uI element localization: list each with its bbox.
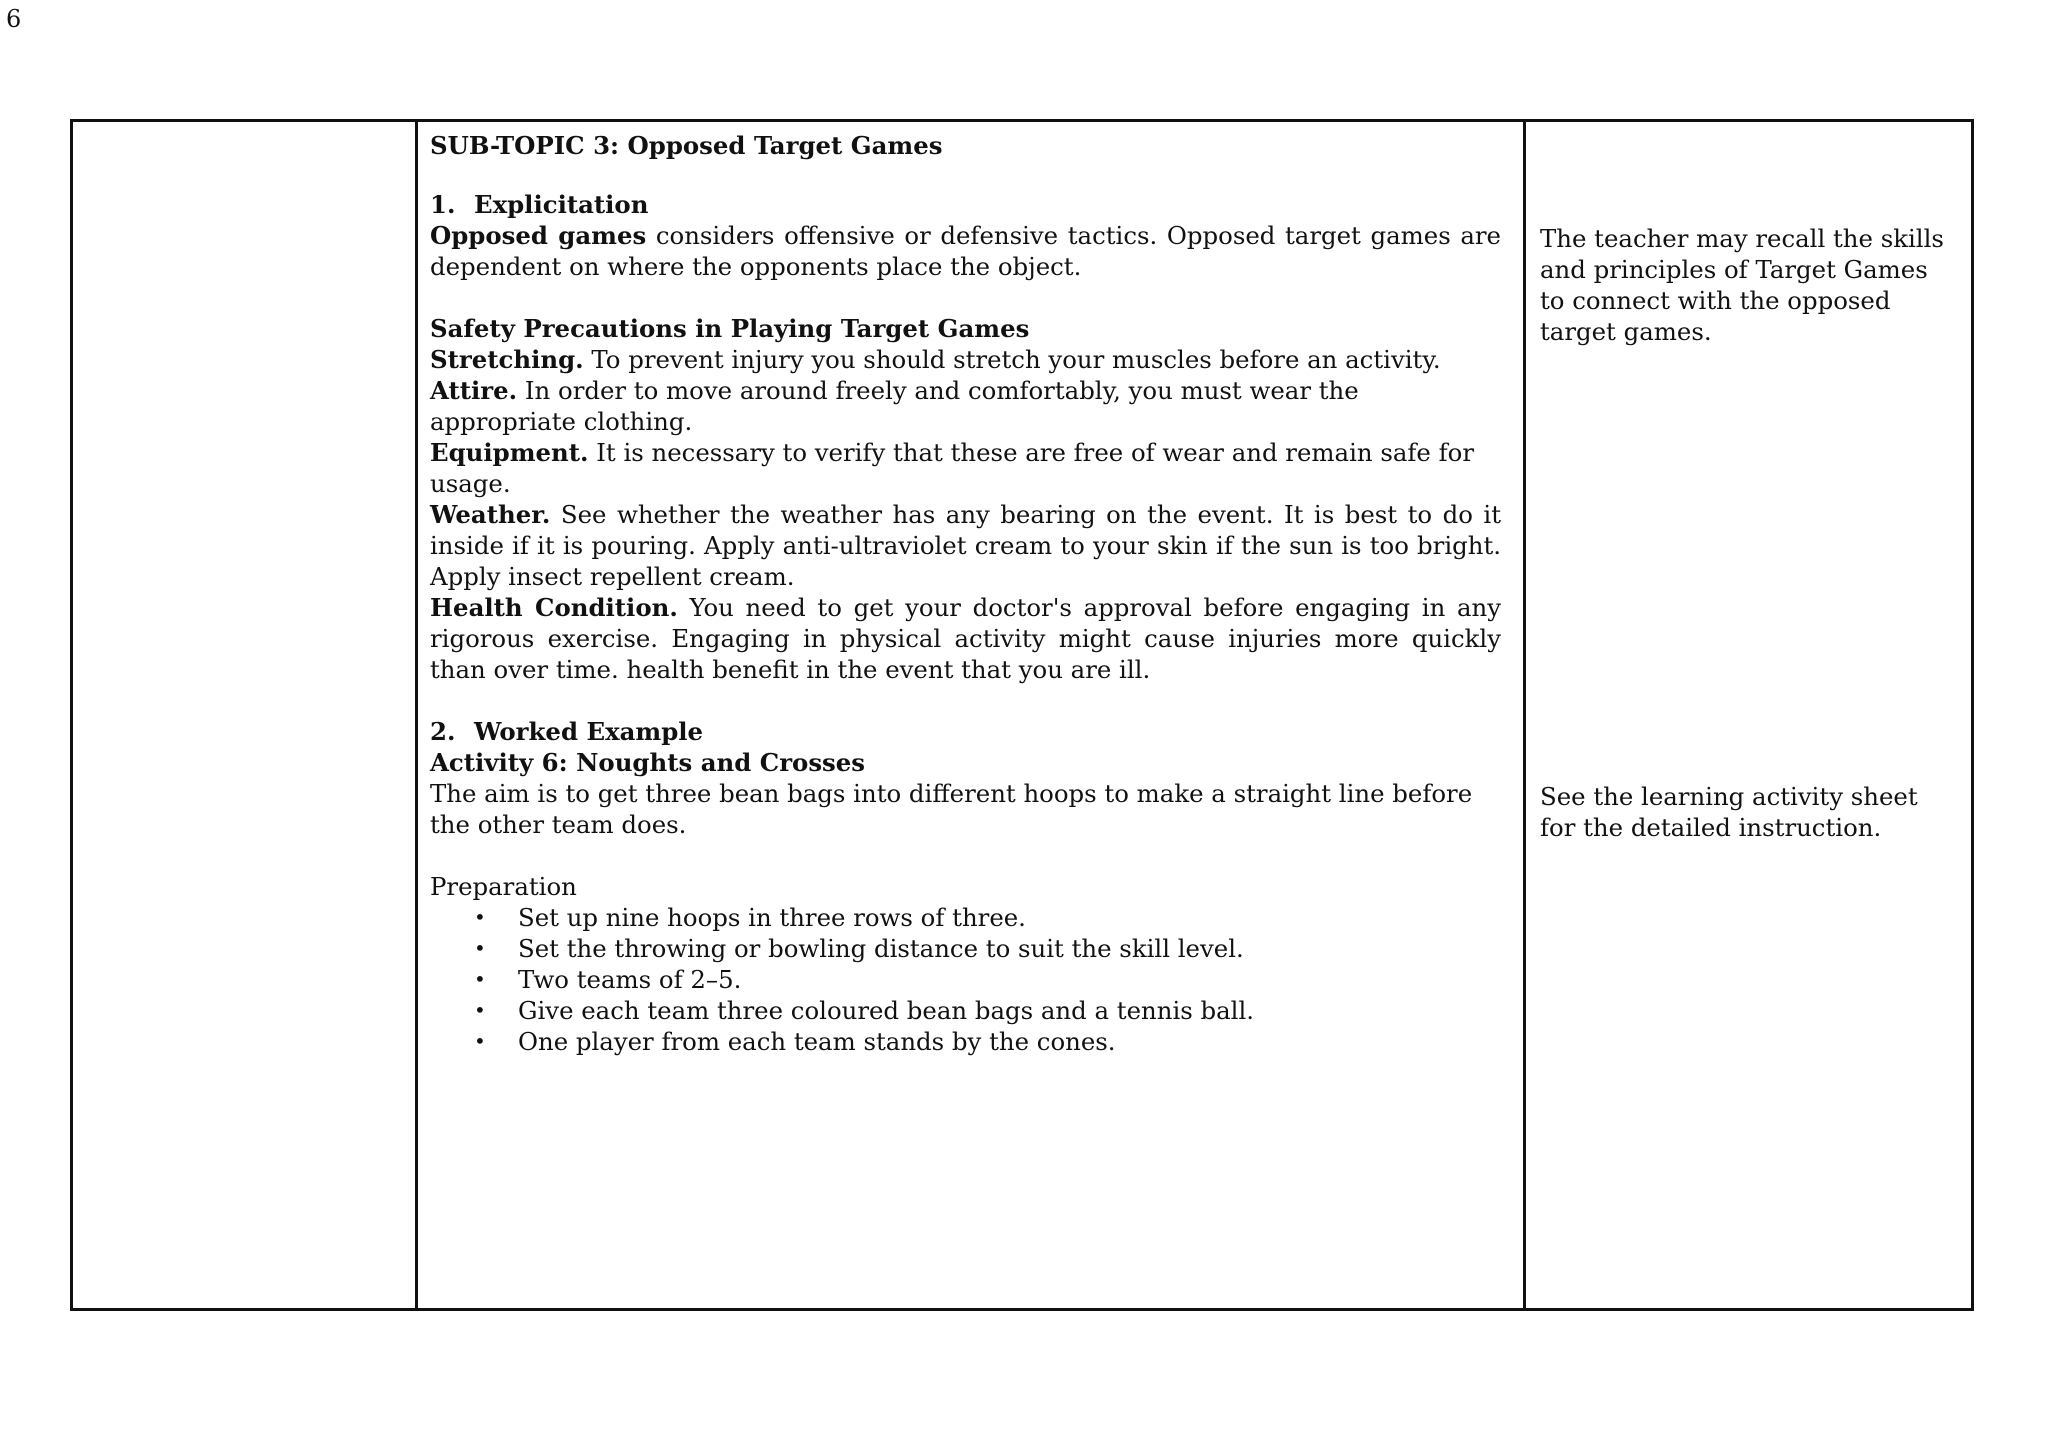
bullet-icon: • bbox=[474, 905, 486, 929]
preparation-list bbox=[430, 902, 1501, 1057]
activity-aim: The aim is to get three bean bags into different hoops to make a straight line before the other team does. bbox=[430, 779, 1473, 839]
worked-example-label: Worked Example bbox=[474, 717, 704, 746]
list-item-text: Two teams of 2–5. bbox=[518, 965, 742, 994]
opposed-games-text: considers offensive or defensive tactics. Opposed target games are dependent on where the opponents place the object. bbox=[430, 221, 1501, 281]
safety-text: You need to get your doctor's approval before engaging in any rigorous exercise. Engaging in physical activity might cause injuries more quickly than over time. health benefit in the event that you are ill. bbox=[430, 593, 1501, 684]
safety-text: To prevent injury you should stretch your muscles before an activity. bbox=[583, 345, 1441, 374]
list-item-text: Give each team three coloured bean bags and a tennis ball. bbox=[518, 996, 1255, 1025]
explicitation-number: 1. bbox=[430, 190, 456, 219]
teacher-notes-column bbox=[1526, 122, 1971, 1308]
safety-term: Stretching. bbox=[430, 345, 584, 374]
safety-text: It is necessary to verify that these are free of wear and remain safe for usage. bbox=[430, 438, 1474, 498]
bullet-icon: • bbox=[474, 1029, 486, 1053]
list-item-text: One player from each team stands by the cones. bbox=[518, 1027, 1116, 1056]
list-item bbox=[474, 995, 1501, 1026]
bullet-icon: • bbox=[474, 998, 486, 1022]
bullet-icon: • bbox=[474, 967, 486, 991]
safety-text: See whether the weather has any bearing on the event. It is best to do it inside if it is pouring. Apply anti-ultraviolet cream to your skin if the sun is too bright. Apply insect repellent cream. bbox=[430, 500, 1501, 591]
safety-term: Health Condition. bbox=[430, 593, 678, 622]
safety-heading: Safety Precautions in Playing Target Games bbox=[430, 314, 1030, 343]
list-item bbox=[474, 1026, 1501, 1057]
page-number: 6 bbox=[6, 5, 22, 33]
explicitation-label: Explicitation bbox=[474, 190, 649, 219]
explicitation-heading bbox=[430, 189, 1501, 220]
safety-item-equipment bbox=[430, 437, 1501, 499]
teacher-note-recall: The teacher may recall the skills and principles of Target Games to connect with the opposed target games. bbox=[1540, 224, 1944, 346]
list-item-text: Set the throwing or bowling distance to suit the skill level. bbox=[518, 934, 1244, 963]
lesson-content-column bbox=[418, 122, 1526, 1308]
lesson-table bbox=[70, 119, 1974, 1311]
blank-column bbox=[73, 122, 418, 1308]
safety-term: Weather. bbox=[430, 500, 551, 529]
bullet-icon: • bbox=[474, 936, 486, 960]
subtopic-title: SUB-TOPIC 3: Opposed Target Games bbox=[430, 131, 943, 160]
list-item bbox=[474, 933, 1501, 964]
teacher-note-activity-sheet: See the learning activity sheet for the detailed instruction. bbox=[1540, 782, 1918, 842]
safety-item-weather bbox=[430, 499, 1501, 592]
list-item bbox=[474, 964, 1501, 995]
worked-example-heading bbox=[430, 716, 1501, 747]
preparation-label: Preparation bbox=[430, 872, 577, 901]
worked-example-number: 2. bbox=[430, 717, 456, 746]
safety-term: Equipment. bbox=[430, 438, 589, 467]
explicitation-paragraph bbox=[430, 220, 1501, 282]
safety-term: Attire. bbox=[430, 376, 518, 405]
safety-item-health bbox=[430, 592, 1501, 685]
safety-text: In order to move around freely and comfortably, you must wear the appropriate clothing. bbox=[430, 376, 1359, 436]
safety-item-attire bbox=[430, 375, 1501, 437]
safety-item-stretching bbox=[430, 344, 1501, 375]
list-item-text: Set up nine hoops in three rows of three. bbox=[518, 903, 1026, 932]
opposed-games-term: Opposed games bbox=[430, 221, 647, 250]
list-item bbox=[474, 902, 1501, 933]
activity-title: Activity 6: Noughts and Crosses bbox=[430, 748, 866, 777]
